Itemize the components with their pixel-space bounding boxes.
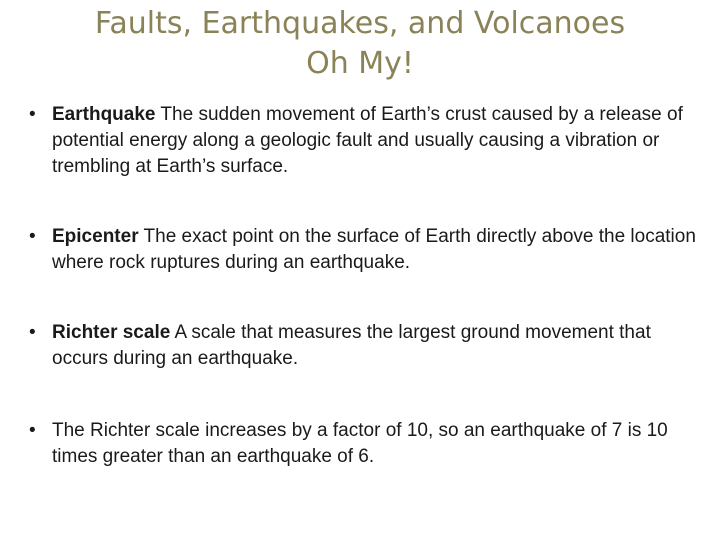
bullet-list [27,102,697,514]
bullet-marker: • [29,420,36,441]
bullet-epicenter [27,224,697,276]
bullet-richter-scale [27,320,697,372]
bullet-richter-factor [27,418,697,470]
bullet-marker: • [29,322,36,343]
slide-title [40,4,680,84]
slide-title-line-2: Oh My! [306,46,414,81]
bullet-text: The Richter scale increases by a factor of 10, so an earthquake of 7 is 10 times greater than an earthquake of 6. [52,420,668,467]
slide-title-line-1: Faults, Earthquakes, and Volcanoes [94,6,626,41]
bullet-term: Earthquake [52,104,156,125]
bullet-text: A scale that measures the largest ground movement that occurs during an earthquake. [52,322,651,369]
bullet-marker: • [29,104,36,125]
bullet-term: Richter scale [52,322,171,343]
bullet-marker: • [29,226,36,247]
bullet-text: The sudden movement of Earth’s crust caused by a release of potential energy along a geologic fault and usually causing a vibration or trembling at Earth’s surface. [52,104,683,177]
bullet-text: The exact point on the surface of Earth directly above the location where rock ruptures during an earthquake. [52,226,696,273]
bullet-earthquake [27,102,697,180]
bullet-term: Epicenter [52,226,139,247]
